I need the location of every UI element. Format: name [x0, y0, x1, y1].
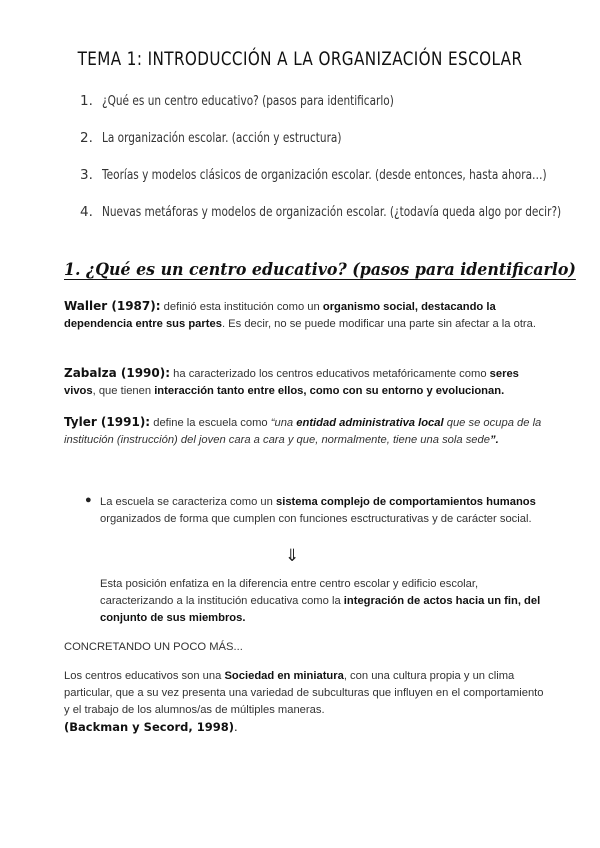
- author-name: Waller (1987):: [64, 299, 161, 313]
- citation: [64, 720, 238, 734]
- text-run: Los centros educativos son una: [64, 670, 225, 682]
- toc-item: [80, 93, 560, 130]
- zabalza-paragraph: [64, 365, 542, 400]
- author-name: Tyler (1991):: [64, 415, 151, 429]
- bold-text: Sociedad en miniatura: [224, 670, 344, 682]
- toc-number: 3.: [80, 167, 93, 183]
- bold-text: interacción tanto entre ellos, como con su entorno y evolucionan.: [154, 385, 505, 397]
- bold-italic-text: ”.: [489, 434, 499, 446]
- text-run: , que tienen: [92, 385, 155, 397]
- tyler-paragraph: [64, 414, 542, 449]
- toc-number: 4.: [80, 204, 93, 220]
- toc-item: [80, 204, 560, 241]
- waller-paragraph: [64, 298, 542, 333]
- text-run: La escuela se caracteriza como un: [100, 496, 276, 508]
- toc-text: Nuevas metáforas y modelos de organización escolar. (¿todavía queda algo por decir?): [102, 204, 562, 220]
- toc-item: [80, 130, 560, 167]
- position-paragraph: [100, 576, 550, 627]
- table-of-contents: [80, 93, 560, 241]
- final-paragraph: [64, 668, 544, 719]
- text-run: define la escuela como: [150, 417, 271, 429]
- bullet-paragraph: [100, 494, 555, 528]
- text-run: , con una cultura propia y un clima particular, que a su vez presenta una variedad de subculturas que influyen en el comportamiento y el trabajo de los alumnos/as de múltiples maneras.: [64, 670, 544, 716]
- toc-item: [80, 167, 560, 204]
- toc-text: La organización escolar. (acción y estructura): [102, 130, 342, 146]
- section-heading: 1. ¿Qué es un centro educativo? (pasos para identificarlo): [64, 260, 576, 280]
- author-name: Zabalza (1990):: [64, 366, 171, 380]
- bold-text: seres vivos: [64, 368, 519, 397]
- citation-tail: .: [234, 720, 238, 734]
- subheading: CONCRETANDO UN POCO MÁS...: [64, 641, 243, 653]
- bold-text: integración de actos hacia un fin, del conjunto de sus miembros.: [100, 595, 541, 624]
- text-run: . Es decir, no se puede modificar una parte sin afectar a la otra.: [221, 318, 536, 330]
- text-run: organizados de forma que cumplen con funciones esctructurativas y de carácter social.: [100, 513, 532, 525]
- down-arrow-icon: ⇓: [285, 546, 300, 565]
- text-run: definió esta institución como un: [160, 301, 323, 313]
- toc-number: 2.: [80, 130, 93, 146]
- text-run: ha caracterizado los centros educativos metafóricamente como: [170, 368, 490, 380]
- italic-text: “una: [270, 417, 297, 429]
- bullet-icon: ●: [85, 494, 92, 506]
- page-title: TEMA 1: INTRODUCCIÓN A LA ORGANIZACIÓN ESCOLAR: [77, 48, 523, 70]
- text-run: Esta posición enfatiza en la diferencia entre centro escolar y edificio escolar, caracterizando a la institución educativa como la: [100, 578, 479, 607]
- bold-italic-text: entidad administrativa local: [296, 417, 444, 429]
- bold-text: sistema complejo de comportamientos humanos: [276, 496, 536, 508]
- toc-number: 1.: [80, 93, 93, 109]
- toc-text: Teorías y modelos clásicos de organización escolar. (desde entonces, hasta ahora…): [102, 167, 547, 183]
- italic-text: que se ocupa de la institución (instrucción) del joven cara a cara y que, normalmente, tiene una sola sede: [64, 417, 542, 446]
- citation-author: (Backman y Secord, 1998): [64, 720, 235, 734]
- toc-text: ¿Qué es un centro educativo? (pasos para identificarlo): [102, 93, 394, 109]
- bold-text: organismo social, destacando la dependencia entre sus partes: [64, 301, 496, 330]
